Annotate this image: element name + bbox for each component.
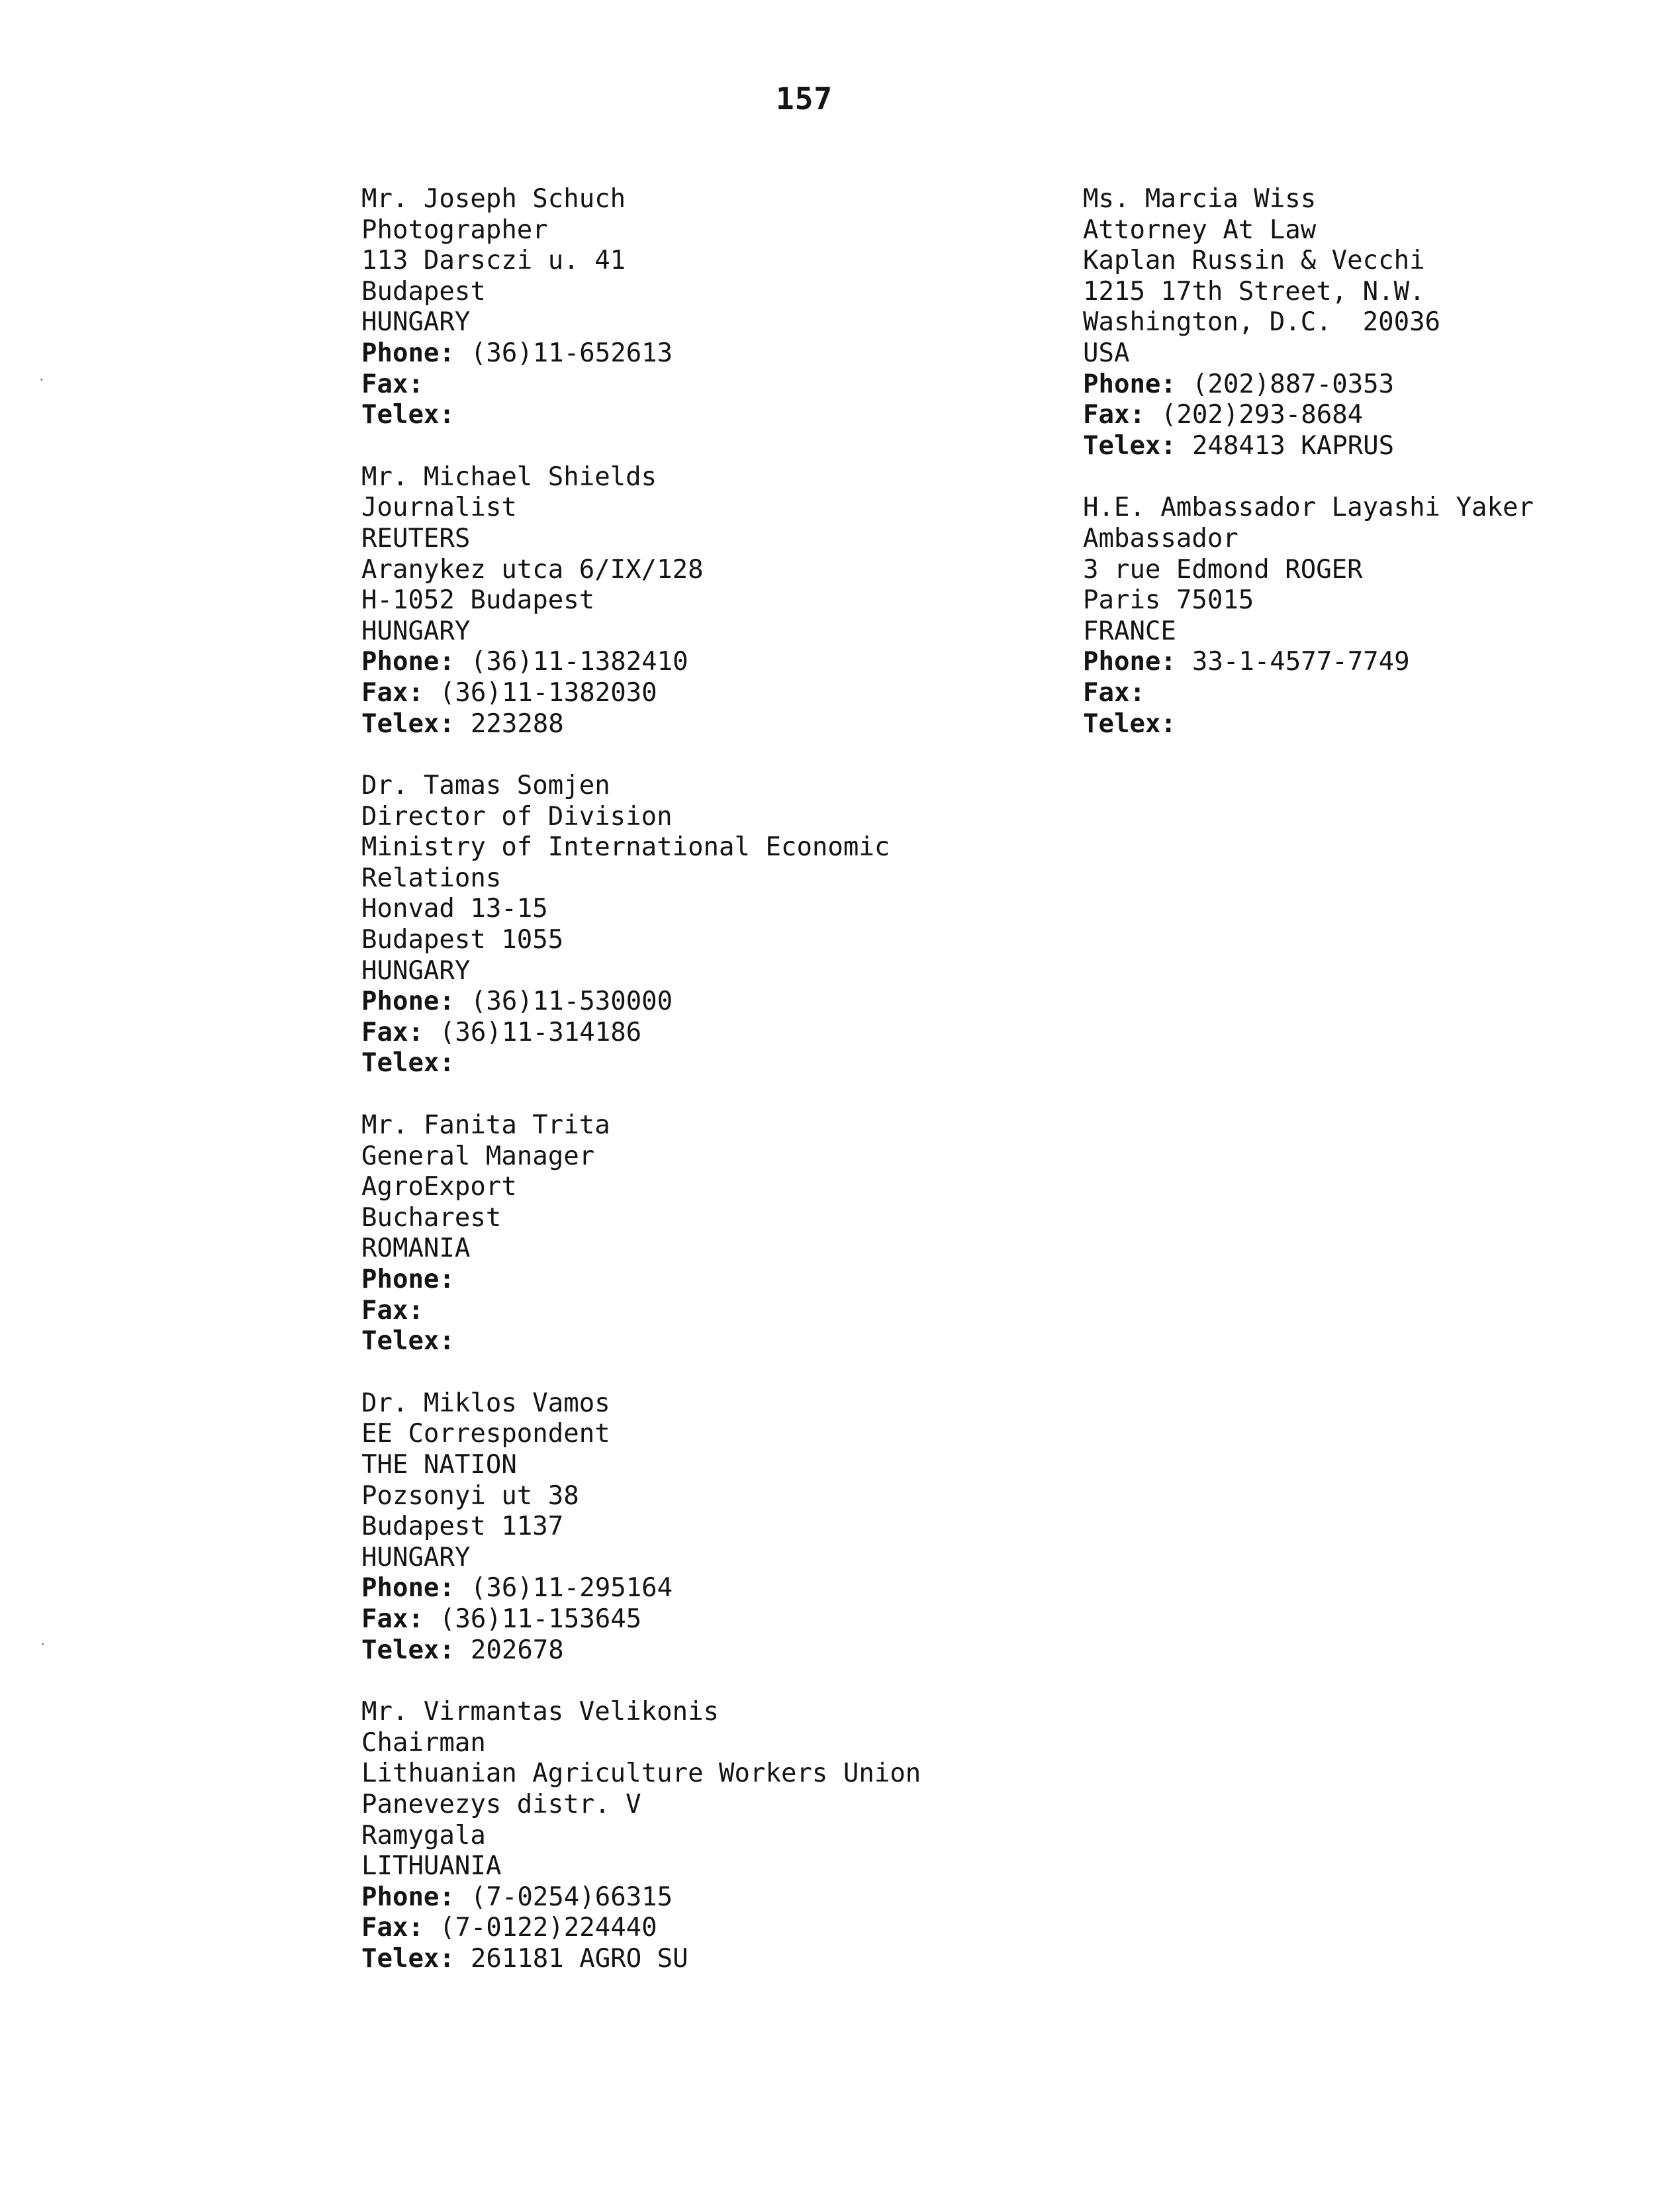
fax-label: Fax:: [361, 369, 424, 399]
address-line: Budapest 1055: [361, 925, 564, 955]
telex-value: 202678: [470, 1635, 564, 1665]
address-line: H-1052 Budapest: [361, 585, 595, 616]
fax-value: (7-0122)224440: [439, 1913, 657, 1943]
fax-line: [1083, 678, 1680, 709]
address-line: Aranykez utca 6/IX/128: [361, 554, 704, 585]
contact-entry: [361, 1697, 1090, 1974]
telex-label: Telex:: [361, 1943, 455, 1974]
telex-value: 248413 KAPRUS: [1191, 430, 1395, 461]
address-line: Washington, D.C. 20036: [1083, 307, 1441, 338]
address-line: Lithuanian Agriculture Workers Union: [361, 1758, 921, 1789]
phone-line: [361, 1882, 1090, 1913]
telex-line: [1083, 431, 1680, 462]
telex-label: Telex:: [361, 1326, 455, 1357]
fax-value: (202)293-8684: [1160, 400, 1364, 430]
contact-entry: [1083, 493, 1680, 740]
contact-name: Mr. Joseph Schuch: [361, 184, 626, 214]
phone-label: Phone:: [1083, 369, 1176, 399]
contact-entry: [361, 462, 1090, 740]
right-column: [1083, 184, 1680, 740]
fax-value: (36)11-314186: [439, 1017, 642, 1047]
phone-value: (36)11-295164: [470, 1573, 673, 1604]
address-line: Bucharest: [361, 1202, 502, 1233]
phone-label: Phone:: [361, 1265, 455, 1294]
address-line: Journalist: [361, 493, 517, 523]
contact-name: Mr. Fanita Trita: [361, 1110, 610, 1141]
address-line: Honvad 13-15: [361, 894, 548, 924]
address-line: Panevezys distr. V: [361, 1789, 641, 1819]
contact-name: Ms. Marcia Wiss: [1083, 184, 1317, 214]
phone-label: Phone:: [1083, 647, 1176, 677]
telex-label: Telex:: [361, 1635, 455, 1665]
telex-line: [361, 400, 1090, 431]
address-line: Ramygala: [361, 1820, 486, 1850]
page-number: 157: [776, 81, 833, 117]
address-line: 1215 17th Street, N.W.: [1083, 276, 1425, 307]
telex-line: [361, 1326, 1090, 1357]
contact-name: Mr. Virmantas Velikonis: [361, 1697, 720, 1727]
address-line: HUNGARY: [361, 616, 471, 646]
contact-entry: [361, 184, 1090, 431]
phone-line: [361, 647, 1090, 678]
contact-entry: [361, 1110, 1090, 1357]
fax-label: Fax:: [361, 1017, 424, 1047]
fax-label: Fax:: [1083, 400, 1145, 430]
telex-line: [1083, 709, 1680, 740]
address-line: USA: [1083, 338, 1130, 368]
phone-line: [1083, 647, 1680, 678]
address-line: Ministry of International Economic: [361, 832, 890, 863]
address-line: 113 Darsczi u. 41: [361, 246, 626, 276]
fax-label: Fax:: [361, 1913, 424, 1943]
left-column: [361, 184, 1090, 1974]
phone-line: [361, 338, 1090, 369]
fax-label: Fax:: [1083, 677, 1145, 708]
phone-line: [1083, 369, 1680, 401]
address-line: FRANCE: [1083, 616, 1176, 646]
telex-line: [361, 1635, 1090, 1666]
address-line: Attorney At Law: [1083, 215, 1317, 245]
telex-value: 261181 AGRO SU: [470, 1943, 688, 1974]
telex-label: Telex:: [1083, 708, 1176, 739]
contact-entry: [1083, 184, 1680, 461]
address-line: Photographer: [361, 215, 548, 245]
fax-line: [1083, 400, 1680, 431]
address-line: 3 rue Edmond ROGER: [1083, 554, 1363, 585]
contact-entry: [361, 1388, 1090, 1666]
scan-speck: ˙: [37, 377, 46, 394]
telex-label: Telex:: [361, 400, 455, 430]
phone-label: Phone:: [361, 338, 455, 368]
address-line: HUNGARY: [361, 307, 471, 338]
phone-label: Phone:: [361, 986, 455, 1017]
phone-value: (36)11-652613: [470, 338, 673, 368]
address-line: Ambassador: [1083, 523, 1238, 553]
address-line: Pozsonyi ut 38: [361, 1480, 579, 1511]
fax-label: Fax:: [361, 677, 424, 708]
address-line: EE Correspondent: [361, 1419, 610, 1449]
address-line: Paris 75015: [1083, 585, 1254, 616]
fax-line: [361, 369, 1090, 401]
telex-label: Telex:: [361, 708, 455, 739]
address-line: ROMANIA: [361, 1233, 471, 1264]
fax-line: [361, 1018, 1090, 1049]
address-line: HUNGARY: [361, 955, 471, 986]
telex-line: [361, 709, 1090, 740]
fax-value: (36)11-1382030: [439, 677, 657, 708]
address-line: REUTERS: [361, 523, 471, 553]
telex-label: Telex:: [1083, 430, 1176, 461]
phone-line: [361, 1573, 1090, 1604]
phone-line: [361, 986, 1090, 1018]
telex-line: [361, 1048, 1090, 1079]
fax-label: Fax:: [361, 1604, 424, 1634]
address-line: Kaplan Russin & Vecchi: [1083, 246, 1425, 276]
contact-name: Dr. Tamas Somjen: [361, 771, 610, 801]
phone-value: (202)887-0353: [1191, 369, 1395, 399]
contact-name: H.E. Ambassador Layashi Yaker: [1083, 493, 1534, 523]
contact-entry: [361, 771, 1090, 1079]
fax-value: (36)11-153645: [439, 1604, 642, 1634]
telex-value: 223288: [470, 708, 564, 739]
fax-line: [361, 1296, 1090, 1327]
telex-line: [361, 1944, 1090, 1975]
phone-label: Phone:: [361, 1573, 455, 1604]
phone-line: [361, 1265, 1090, 1296]
address-line: AgroExport: [361, 1172, 517, 1202]
telex-label: Telex:: [361, 1048, 455, 1079]
address-line: LITHUANIA: [361, 1851, 502, 1882]
fax-line: [361, 1913, 1090, 1944]
address-line: Budapest: [361, 276, 486, 307]
scan-speck: ˙: [38, 1642, 48, 1658]
address-line: Relations: [361, 863, 502, 893]
fax-label: Fax:: [361, 1295, 424, 1325]
contact-name: Mr. Michael Shields: [361, 461, 657, 492]
contact-name: Dr. Miklos Vamos: [361, 1388, 610, 1418]
address-line: General Manager: [361, 1141, 595, 1171]
address-line: Director of Division: [361, 801, 673, 832]
phone-value: (36)11-530000: [470, 986, 673, 1017]
phone-label: Phone:: [361, 1882, 455, 1912]
phone-label: Phone:: [361, 647, 455, 677]
address-line: Chairman: [361, 1727, 486, 1758]
address-line: HUNGARY: [361, 1542, 471, 1572]
address-line: Budapest 1137: [361, 1512, 564, 1542]
phone-value: (7-0254)66315: [470, 1882, 673, 1912]
phone-value: 33-1-4577-7749: [1191, 647, 1410, 677]
fax-line: [361, 678, 1090, 709]
address-line: THE NATION: [361, 1449, 517, 1480]
fax-line: [361, 1604, 1090, 1635]
phone-value: (36)11-1382410: [470, 647, 688, 677]
